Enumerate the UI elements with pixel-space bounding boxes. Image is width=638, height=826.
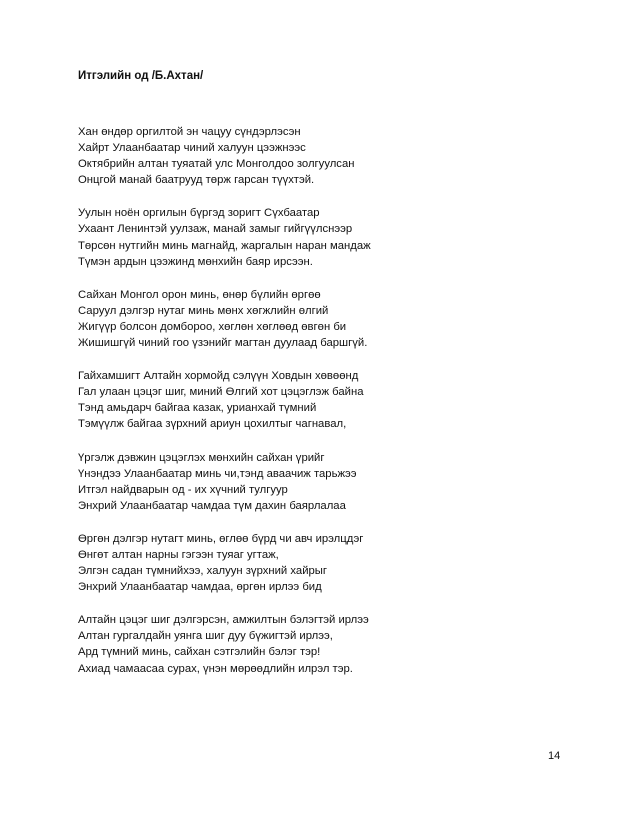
poem-line: Ухаант Ленинтэй уулзаж, манай замыг гийгүүлснээр [78,223,353,236]
stanza-2 [78,205,578,269]
poem-line: Октябрийн алтан туяатай улс Монголдоо золгуулсан [78,158,355,171]
poem-line: Гайхамшигт Алтайн хормойд сэлүүн Ховдын хөвөөнд [78,370,359,383]
poem-line: Элгэн садан түмнийхээ, халуун зүрхний хайрыг [78,565,328,578]
poem-line: Үнэндээ Улаанбаатар минь чи,тэнд аваачиж тарьжээ [78,467,357,480]
poem-line: Энхрий Улаанбаатар чамдаа түм дахин баярлалаа [78,499,346,512]
poem-line: Сайхан Монгол орон минь, өнөр бүлийн өргөө [78,288,321,301]
poem-line: Энхрий Улаанбаатар чамдаа, өргөн ирлээ бид [78,581,322,594]
poem-line: Тэмүүлж байгаа зүрхний ариун цохилтыг чагнавал, [78,418,347,431]
poem-line: Жишишгүй чиний гоо үзэнийг магтан дуулаад баршгүй. [78,337,368,350]
poem-line: Хан өндөр оргилтой эн чацуу сүндэрлэсэн [78,126,301,138]
poem-line: Өргөн дэлгэр нутагт минь, өглөө бүрд чи авч ирэлцдэг [78,532,364,545]
poem-line: Хайрт Улаанбаатар чиний халуун цээжнээс [78,142,306,155]
poem-title: Итгэлийн од /Б.Ахтан/ [78,70,204,82]
poem-line: Гал улаан цэцэг шиг, миний Өлгий хот цэцэглэж байна [78,386,364,399]
page-number: 14 [548,750,561,762]
stanza-7 [78,612,578,676]
poem-line: Төрсөн нутгийн минь магнайд, жаргалын наран мандаж [78,239,371,252]
stanza-6 [78,531,578,595]
poem-line: Алтайн цэцэг шиг дэлгэрсэн, амжилтын бэлэгтэй ирлээ [78,614,369,627]
stanza-3 [78,287,578,351]
poem-line: Итгэл найдварын од - их хүчний тулгуур [78,483,288,496]
poem-line: Тэнд амьдарч байгаа казак, урианхай түмний [78,402,317,415]
stanza-4 [78,368,578,432]
poem-line: Уулын ноён оргилын бүргэд зоригт Сүхбаатар [78,207,320,220]
stanza-5 [78,450,578,514]
stanza-1 [78,124,578,188]
poem-line: Ахиад чамаасаа сурах, үнэн мөрөөдлийн илрэл тэр. [78,662,353,675]
poem-line: Жигүүр болсон домбороо, хөглөн хөглөөд өвгөн би [78,320,347,333]
poem-line: Түмэн ардын цээжинд мөнхийн баяр ирсээн. [78,255,313,268]
poem-line: Онцгой манай баатрууд төрж гарсан түүхтэй. [78,174,315,187]
poem-line: Алтан гургалдайн уянга шиг дуу бүжигтэй ирлээ, [78,630,333,643]
poem-line: Үргэлж дэвжин цэцэглэх мөнхийн сайхан үрийг [78,451,325,464]
poem-line: Ард түмний минь, сайхан сэтгэлийн бэлэг тэр! [78,646,321,659]
poem-line: Өнгөт алтан нарны гэгээн туяаг угтаж, [78,548,279,561]
poem-line: Саруул дэлгэр нутаг минь мөнх хөгжлийн өлгий [78,304,329,317]
poem-body [78,124,578,694]
